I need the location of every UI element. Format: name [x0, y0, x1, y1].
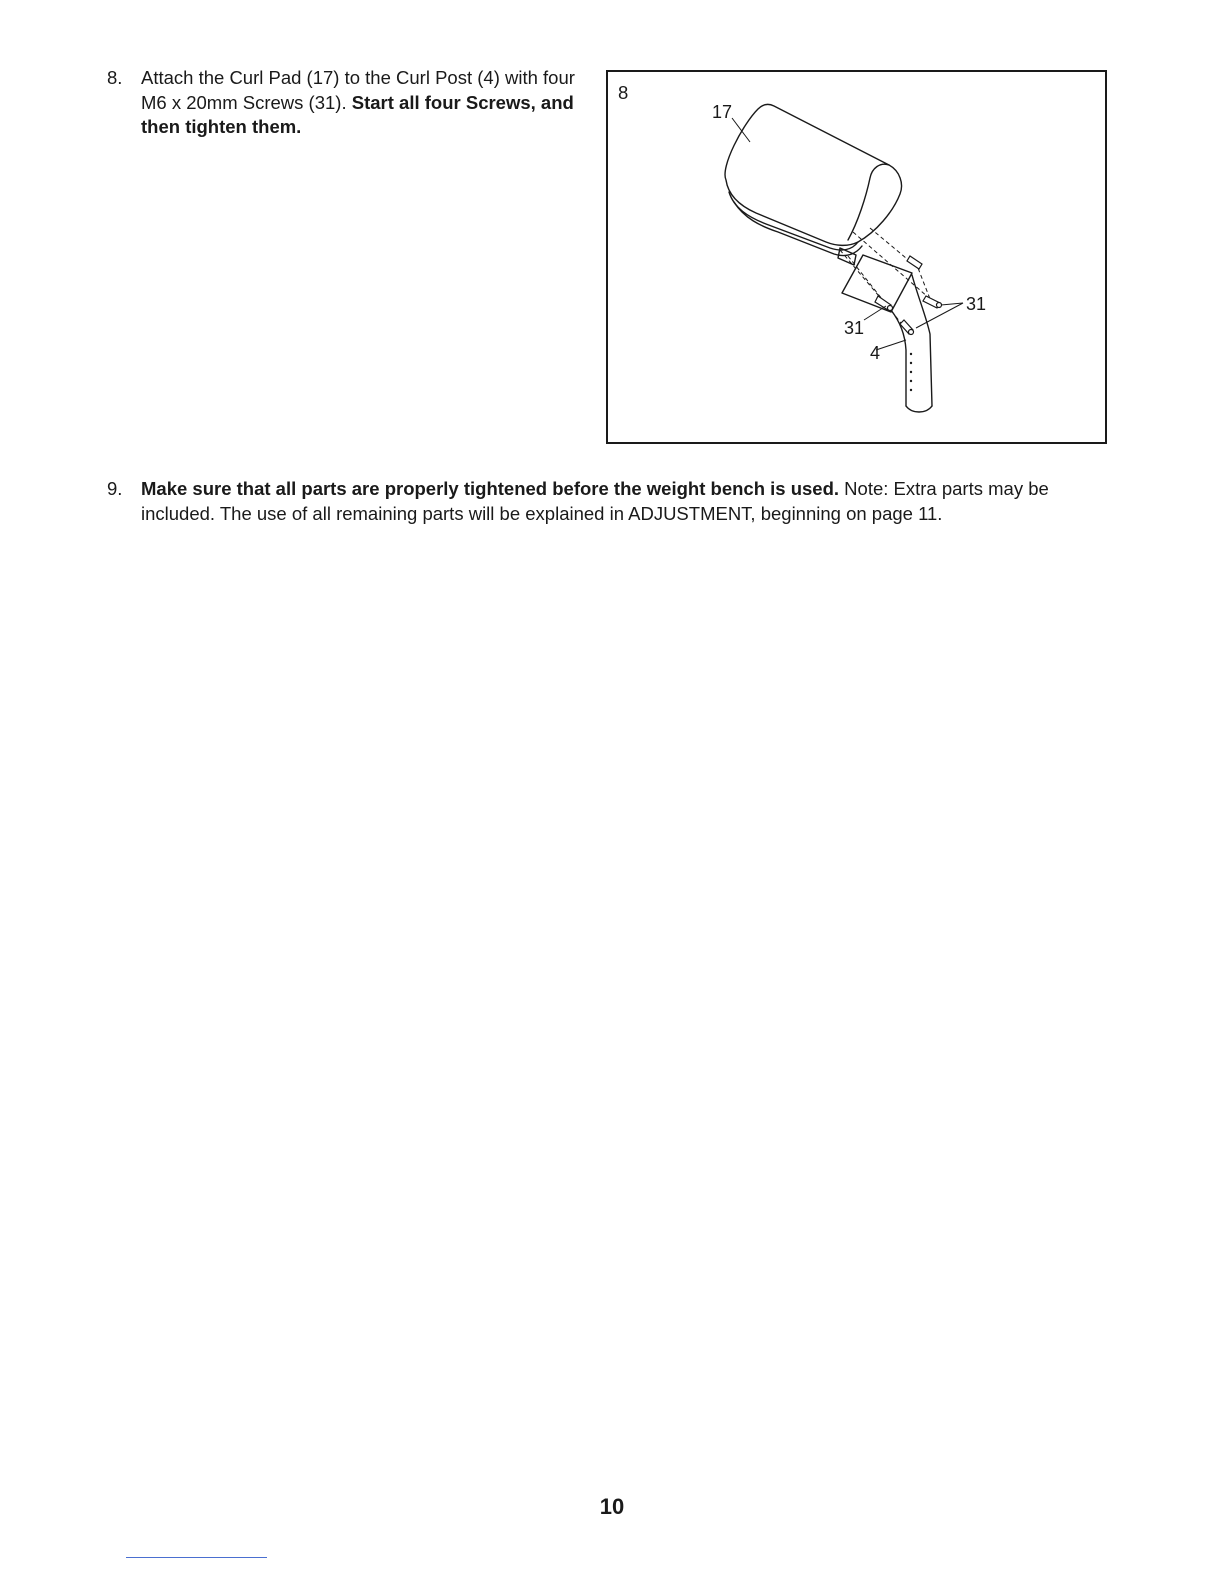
step-9: [107, 477, 1117, 529]
step-9-instructions: [141, 477, 1116, 526]
curl-pad-bottom-edge-2: [734, 202, 862, 256]
figure-number: 8: [618, 82, 629, 103]
step-8-instructions: [141, 66, 581, 140]
callout-4: 4: [870, 343, 881, 363]
screws: [875, 256, 942, 335]
step-8-text: Attach the Curl Pad (17) to the Curl Post (4) with four M6 x 20mm Screws (31).: [141, 67, 575, 113]
step-9-bold-text: Make sure that all parts are properly tightened before the weight bench is used.: [141, 478, 840, 499]
assembly-figure-8: [606, 70, 1107, 444]
callout-31-right: 31: [966, 294, 987, 314]
footer-rule: [126, 1557, 267, 1558]
curl-pad-assembly-illustration: [608, 72, 1105, 442]
curl-pad-roll-end: [848, 164, 889, 240]
curl-pad-top: [725, 104, 901, 245]
step-9-text: Note: Extra parts may be included. The use of all remaining parts will be explained in ADJUSTMENT, beginning on page 11.: [141, 478, 1049, 524]
page-number: 10: [599, 1494, 625, 1519]
step-8-bold-text: Start all four Screws, and then tighten them.: [141, 91, 574, 137]
post-holes: [910, 353, 912, 391]
callout-31-left: 31: [844, 318, 865, 338]
curl-post-right-edge: [912, 275, 932, 406]
step-8-number: 8.: [107, 67, 123, 88]
step-8: [107, 66, 577, 146]
step-9-number: 9.: [107, 478, 123, 499]
leader-lines: [732, 118, 963, 350]
callout-17: 17: [712, 102, 733, 122]
curl-post-bottom: [906, 406, 932, 412]
curl-pad-bottom-edge: [729, 192, 858, 250]
